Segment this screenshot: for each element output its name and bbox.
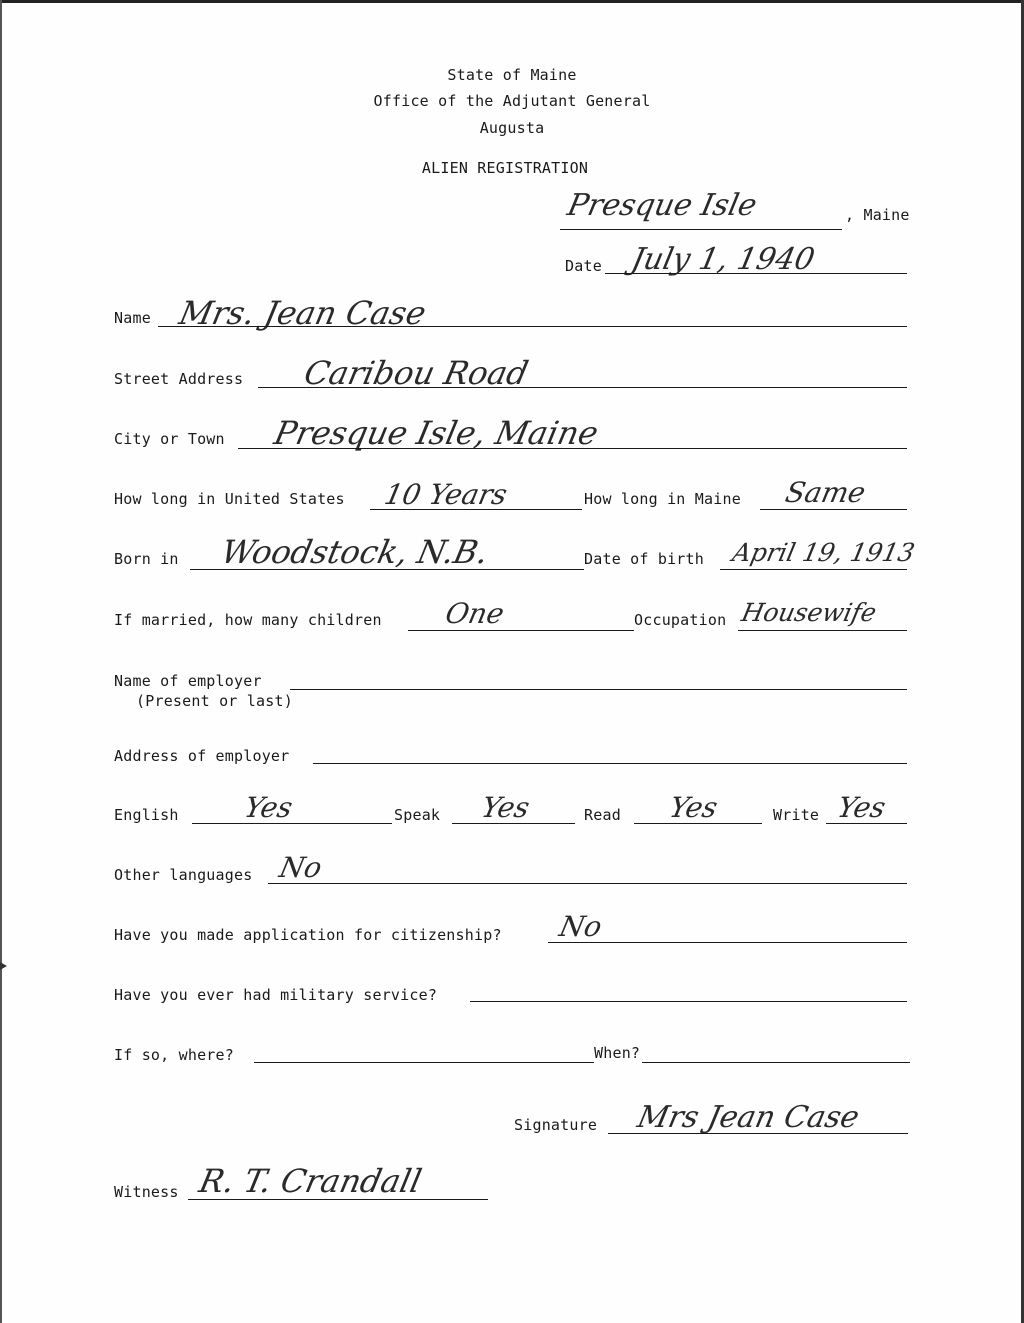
witness-label: Witness [114, 1183, 179, 1201]
location-value: Presque Isle [564, 188, 760, 223]
date-label: Date [565, 257, 602, 275]
citizenship-value: No [556, 910, 605, 943]
dob-label: Date of birth [584, 550, 704, 568]
us-duration-line [370, 509, 582, 510]
scan-border-top [0, 0, 1024, 3]
english-value: Yes [241, 791, 296, 824]
employer-name-sublabel: (Present or last) [136, 692, 293, 710]
occupation-value: Housewife [738, 598, 880, 627]
other-languages-line [268, 883, 907, 884]
maine-duration-label: How long in Maine [584, 490, 741, 508]
maine-duration-value: Same [782, 476, 869, 509]
write-label: Write [773, 806, 820, 824]
street-value: Caribou Road [300, 354, 532, 392]
street-label: Street Address [114, 370, 244, 388]
maine-duration-line [760, 509, 907, 510]
employer-name-line [290, 689, 907, 690]
employer-address-label: Address of employer [114, 747, 290, 765]
where-label: If so, where? [114, 1046, 234, 1064]
write-value: Yes [834, 791, 889, 824]
born-in-line [190, 569, 584, 570]
other-languages-value: No [276, 851, 325, 884]
speak-line [452, 823, 575, 824]
location-line [560, 229, 842, 230]
read-value: Yes [666, 791, 721, 824]
citizenship-label: Have you made application for citizenship? [114, 926, 502, 944]
children-value: One [442, 597, 508, 630]
header-state: State of Maine [447, 66, 577, 84]
header-office: Office of the Adjutant General [373, 92, 651, 110]
employer-name-label: Name of employer [114, 672, 262, 690]
children-line [408, 630, 634, 631]
english-label: English [114, 806, 179, 824]
date-line [605, 273, 907, 274]
born-in-label: Born in [114, 550, 179, 568]
witness-line [188, 1199, 488, 1200]
children-label: If married, how many children [114, 611, 382, 629]
street-line [258, 387, 907, 388]
other-languages-label: Other languages [114, 866, 253, 884]
speak-label: Speak [394, 806, 441, 824]
dob-line [720, 569, 907, 570]
scan-mark [0, 962, 7, 970]
us-duration-value: 10 Years [381, 478, 511, 511]
read-label: Read [584, 806, 621, 824]
name-label: Name [114, 309, 151, 327]
occupation-label: Occupation [634, 611, 727, 629]
write-line [826, 823, 907, 824]
signature-line [608, 1133, 908, 1134]
english-line [192, 823, 392, 824]
city-value: Presque Isle, Maine [270, 414, 602, 452]
dob-value: April 19, 1913 [729, 538, 918, 567]
when-label: When? [594, 1044, 641, 1062]
witness-value: R. T. Crandall [195, 1162, 425, 1200]
where-line [254, 1062, 594, 1063]
military-label: Have you ever had military service? [114, 986, 438, 1004]
name-line [158, 326, 907, 327]
when-line [642, 1062, 910, 1063]
occupation-line [738, 630, 907, 631]
read-line [634, 823, 762, 824]
form-title: ALIEN REGISTRATION [421, 159, 589, 177]
name-value: Mrs. Jean Case [175, 294, 430, 332]
employer-address-line [313, 763, 907, 764]
speak-value: Yes [478, 791, 533, 824]
date-value: July 1, 1940 [628, 242, 818, 277]
military-line [470, 1001, 907, 1002]
city-line [238, 448, 907, 449]
citizenship-line [548, 942, 907, 943]
location-suffix: , Maine [845, 206, 910, 224]
scan-border-left [0, 0, 2, 1323]
born-in-value: Woodstock, N.B. [217, 533, 492, 571]
city-label: City or Town [114, 430, 225, 448]
header-city: Augusta [479, 119, 545, 137]
us-duration-label: How long in United States [114, 490, 345, 508]
signature-value: Mrs Jean Case [634, 1100, 863, 1135]
signature-label: Signature [514, 1116, 598, 1134]
